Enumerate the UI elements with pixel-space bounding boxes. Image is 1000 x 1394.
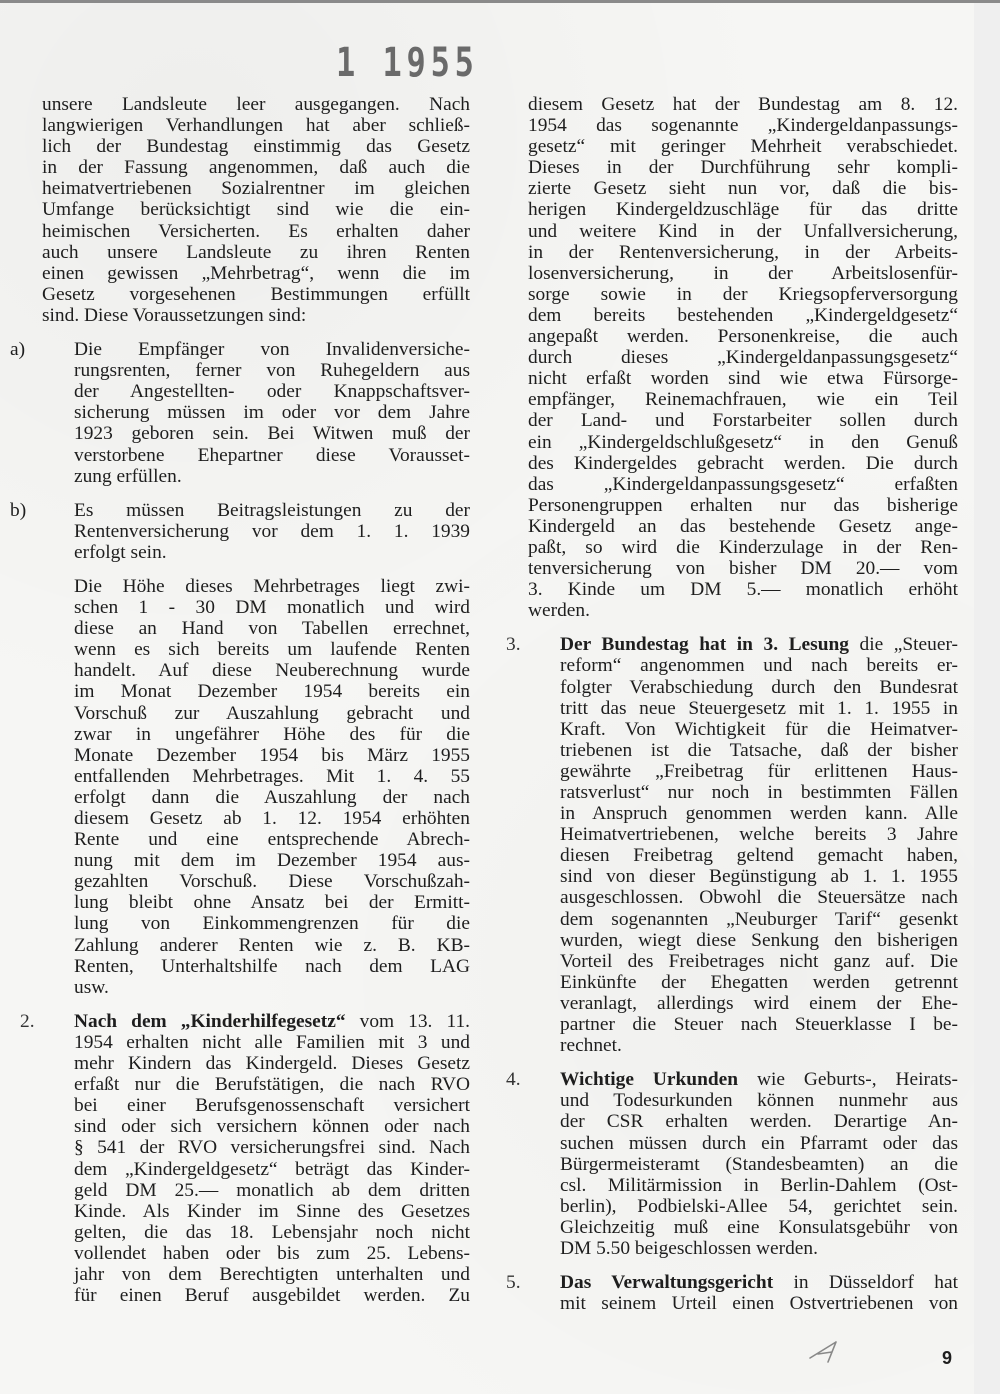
stamp-day: 1 [336,40,361,86]
date-stamp [336,40,479,86]
text-line: Monate Dezember 1954 bis März 1955 [74,744,470,766]
text-line: entfallenden Mehrbetrages. Mit 1. 4. 55 [74,765,470,787]
text-line: sorge sowie in der Kriegsopferversorgung [528,283,958,305]
amount-paragraph [42,576,470,998]
text-line: Umfange berücksichtigt sind wie die ein- [42,199,470,221]
text-line: diesen Freibetrag geltend gemacht haben, [560,845,958,867]
text-line: jahr von dem Berechtigten unterhalten und [74,1263,470,1285]
text-line: des Kindergeldes gebracht werden. Die durch [528,452,958,474]
item-3 [506,634,958,1057]
text-line: berlin), Podbielski-Allee 54, gerichtet sein. [560,1195,958,1217]
text-line: 1923 geboren sein. Bei Witwen muß der [74,423,470,445]
text-line: Kinde. Als Kinder im Sinne des Gesetzes [74,1200,470,1222]
text-line: Bürgermeisteramt (Standesbeamten) an die [560,1153,958,1175]
text-line [560,1069,958,1090]
text-line: zierte Gesetz sieht nun vor, daß die bis- [528,178,958,200]
item-4 [506,1069,958,1259]
text-line: dem „Kindergeldgesetz“ beträgt das Kinder- [74,1158,470,1180]
text-line: dem bereits bestehenden „Kindergeldgesetz“ [528,304,958,326]
text-line: erfolgt dann die Auszahlung der nach [74,786,470,808]
list-marker: a) [10,339,26,361]
text-line: sicherung müssen im oder vor dem Jahre [74,402,470,424]
item-heading: Wichtige Urkunden [560,1069,739,1091]
item-heading: Nach dem „Kinderhilfegesetz“ [74,1010,346,1032]
text-line: Heimatvertriebenen, welche bereits 3 Jahre [560,824,958,846]
text-line: mehr Kindern das Kindergeld. Dieses Gesetz [74,1053,470,1075]
condition-a [10,339,470,487]
intro-paragraph [42,94,470,326]
item-heading: Das Verwaltungsgericht [560,1272,774,1294]
text-line: Vorteil des Freibetrages nicht ganz auf. Die [560,950,958,972]
list-marker: 3. [506,634,521,656]
text-line: herigen Kindergeldzuschläge für das dritte [528,199,958,221]
right-column [506,94,958,1315]
list-marker: 2. [20,1010,35,1032]
text-line: triebenen ist die Tatsache, daß der bisher [560,739,958,761]
text-line: § 541 der RVO versicherungsfrei sind. Nach [74,1137,470,1159]
text-line: in der Rentenversicherung, in der Arbeits- [528,241,958,263]
stamp-year: 1955 [382,40,479,86]
text-line: losenversicherung, in der Arbeitslosenfür- [528,262,958,284]
text-line: folgter Verabschiedung durch den Bundesrat [560,676,958,698]
item-first-line-rest: vom 13. 11. [345,1010,470,1032]
text-line: verstorbene Ehepartner diese Vorausset- [74,444,470,466]
text-line: erfolgt sein. [74,541,167,563]
text-line: partner die Steuer nach Steuerklasse I be- [560,1014,958,1036]
text-line: ratsverlust“ nur noch in bestimmten Fällen [560,782,958,803]
text-line: geld DM 25.— monatlich ab dem dritten [74,1179,470,1201]
item-2 [20,1010,470,1307]
item-5 [506,1272,958,1315]
text-line: lich der Bundestag einstimmig das Gesetz [42,136,470,158]
text-line: Die Empfänger von Invalidenversiche- [74,339,470,361]
text-line: tenversicherung von bisher DM 20.— vom [528,558,958,580]
text-line: einen gewissen „Mehrbetrag“, wenn die im [42,262,470,284]
text-line: heimischen Versicherten. Es erhalten daher [42,220,470,242]
text-line [560,1272,958,1293]
text-line: vollendet haben oder bis zum 25. Lebens- [74,1242,470,1264]
text-line: Die Höhe dieses Mehrbetrages liegt zwi- [74,575,470,597]
list-marker: b) [10,499,27,521]
item-heading: Der Bundestag hat in 3. Lesung [560,634,849,656]
condition-b [10,499,470,563]
text-line: sind oder sich versichern können oder nach [74,1116,470,1138]
text-line: handelt. Auf diese Neuberechnung wurde [74,660,470,682]
text-line: werden. [528,600,590,622]
text-line: Vorschuß zur Auszahlung gebracht und [74,702,470,724]
text-line: 3. Kinde um DM 5.— monatlich erhöht [528,579,958,601]
text-line: in Anspruch genommen werden kann. Alle [560,803,958,825]
text-line [74,1011,470,1032]
text-line: Rente und eine entsprechende Abrech- [74,829,470,851]
text-line: durch dieses „Kindergeldanpassungsgesetz“ [528,347,958,369]
text-line: diesem Gesetz ab 1. 12. 1954 erhöhten [74,808,470,829]
text-line: csl. Militärmission in Berlin-Dahlem (Ost- [560,1174,958,1196]
text-line: Kraft. Von Wichtigkeit für die Heimatver- [560,718,958,740]
text-line: paßt, so wird die Kinderzulage in der Ren- [528,536,958,558]
text-line: Zahlung anderer Renten wie z. B. KB- [74,934,470,956]
text-line: wenn es sich bereits um laufende Renten [74,639,470,661]
text-line: auch unsere Landsleute zu ihren Renten [42,241,470,263]
text-line: Es müssen Beitragsleistungen zu der [74,499,470,521]
text-line: unsere Landsleute leer ausgegangen. Nach [42,94,470,115]
item-first-line-rest: wie Geburts-, Heirats- [738,1069,958,1091]
text-line: gewährte „Freibetrag für erlittenen Haus- [560,760,958,782]
text-line: Kindergeld an das bestehende Gesetz ange- [528,515,958,537]
text-line: Renten, Unterhaltshilfe nach dem LAG [74,955,470,977]
text-line: nicht erfaßt worden sind wie etwa Fürsorge- [528,368,958,390]
item-2-continued [528,94,958,621]
text-line: sind von dieser Begünstigung ab 1. 1. 1955 [560,866,958,888]
text-line: lung von Einkommengrenzen für die [74,913,470,935]
text-line: ausgeschlossen. Obwohl die Steuersätze nach [560,887,958,909]
item-first-line-rest: die „Steuer- [848,634,958,656]
list-marker: 4. [506,1069,521,1091]
text-line: im Monat Dezember 1954 bereits ein [74,681,470,703]
text-line: erfaßt nur die Berufstätigen, die nach RVO [74,1074,470,1096]
scan-top-edge [0,0,1000,3]
text-line: suchen müssen durch ein Pfarramt oder das [560,1132,958,1154]
text-line: ein „Kindergeldschlußgesetz“ in den Genuß [528,431,958,453]
text-line: langwierigen Verhandlungen hat aber schließ- [42,115,470,137]
item-first-line-rest: in Düsseldorf hat [773,1272,958,1294]
text-line: Personengruppen erhalten nur das bisherige [528,494,958,516]
text-line: schen 1 - 30 DM monatlich und wird [74,597,470,619]
text-line: der CSR erhalten werden. Derartige An- [560,1111,958,1133]
text-line: empfänger, Reinemachfrauen, wie ein Teil [528,389,958,411]
text-line: 1954 das sogenannte „Kindergeldanpassungs- [528,115,958,137]
text-line: gesetz“ mit geringer Mehrheit verabschiedet. [528,136,958,158]
text-line: zwar in ungefährer Höhe des für die [74,723,470,745]
left-column [10,94,470,1307]
page-number: 9 [942,1348,953,1368]
text-line: bei einer Berufsgenossenschaft versichert [74,1095,470,1117]
text-line: diese an Hand von Tabellen errechnet, [74,618,470,640]
text-line: mit seinem Urteil einen Ostvertriebenen von [560,1293,958,1315]
text-line: gelten, die das 18. Lebensjahr noch nicht [74,1221,470,1243]
text-line: Einkünfte der Ehegatten werden getrennt [560,971,958,993]
text-line: dem sogenannten „Neuburger Tarif“ gesenkt [560,908,958,930]
text-line: nung mit dem im Dezember 1954 aus- [74,850,470,872]
text-line: der Angestellten- oder Knappschaftsver- [74,381,470,403]
text-line: veranlagt, allerdings wird einem der Ehe- [560,992,958,1014]
text-line: Gleichzeitig muß eine Konsulatsgebühr von [560,1216,958,1238]
text-line: heimatvertriebenen Sozialrentner im gleichen [42,178,470,200]
text-line: reform“ angenommen und nach bereits er- [560,655,958,677]
text-line: DM 5.50 beigeschlossen werden. [560,1237,818,1259]
text-line: rechnet. [560,1035,622,1057]
text-line: und weitere Kind in der Unfallversicherung, [528,220,958,242]
text-line: und Todesurkunden können nunmehr aus [560,1090,958,1112]
text-line: für einen Beruf ausgebildet werden. Zu [74,1285,470,1307]
text-line: zung erfüllen. [74,465,182,487]
text-line: gezahlten Vorschuß. Diese Vorschußzah- [74,871,470,893]
text-line [560,634,958,655]
text-line: wurden, wiegt diese Senkung den bisherigen [560,929,958,951]
text-line: in der Fassung angenommen, daß auch die [42,157,470,179]
text-line: 1954 erhalten nicht alle Familien mit 3 und [74,1031,470,1053]
pencil-mark-icon [806,1332,850,1366]
text-line: Rentenversicherung vor dem 1. 1. 1939 [74,520,470,542]
text-line: tritt das neue Steuergesetz mit 1. 1. 1955 in [560,697,958,719]
text-line: diesem Gesetz hat der Bundestag am 8. 12. [528,94,958,115]
text-line: der Land- und Forstarbeiter sollen durch [528,410,958,432]
text-line: sind. Diese Voraussetzungen sind: [42,304,307,326]
text-line: Dieses in der Durchführung sehr kompli- [528,157,958,179]
text-line: rungsrenten, ferner von Ruhegeldern aus [74,360,470,382]
text-line: das „Kindergeldanpassungsgesetz“ erfaßten [528,473,958,495]
text-line: Gesetz vorgesehenen Bestimmungen erfüllt [42,283,470,305]
list-marker: 5. [506,1272,521,1294]
text-line: angepaßt werden. Personenkreise, die auch [528,326,958,348]
text-line: usw. [74,976,109,998]
text-line: lung bleibt ohne Ansatz bei der Ermitt- [74,892,470,914]
